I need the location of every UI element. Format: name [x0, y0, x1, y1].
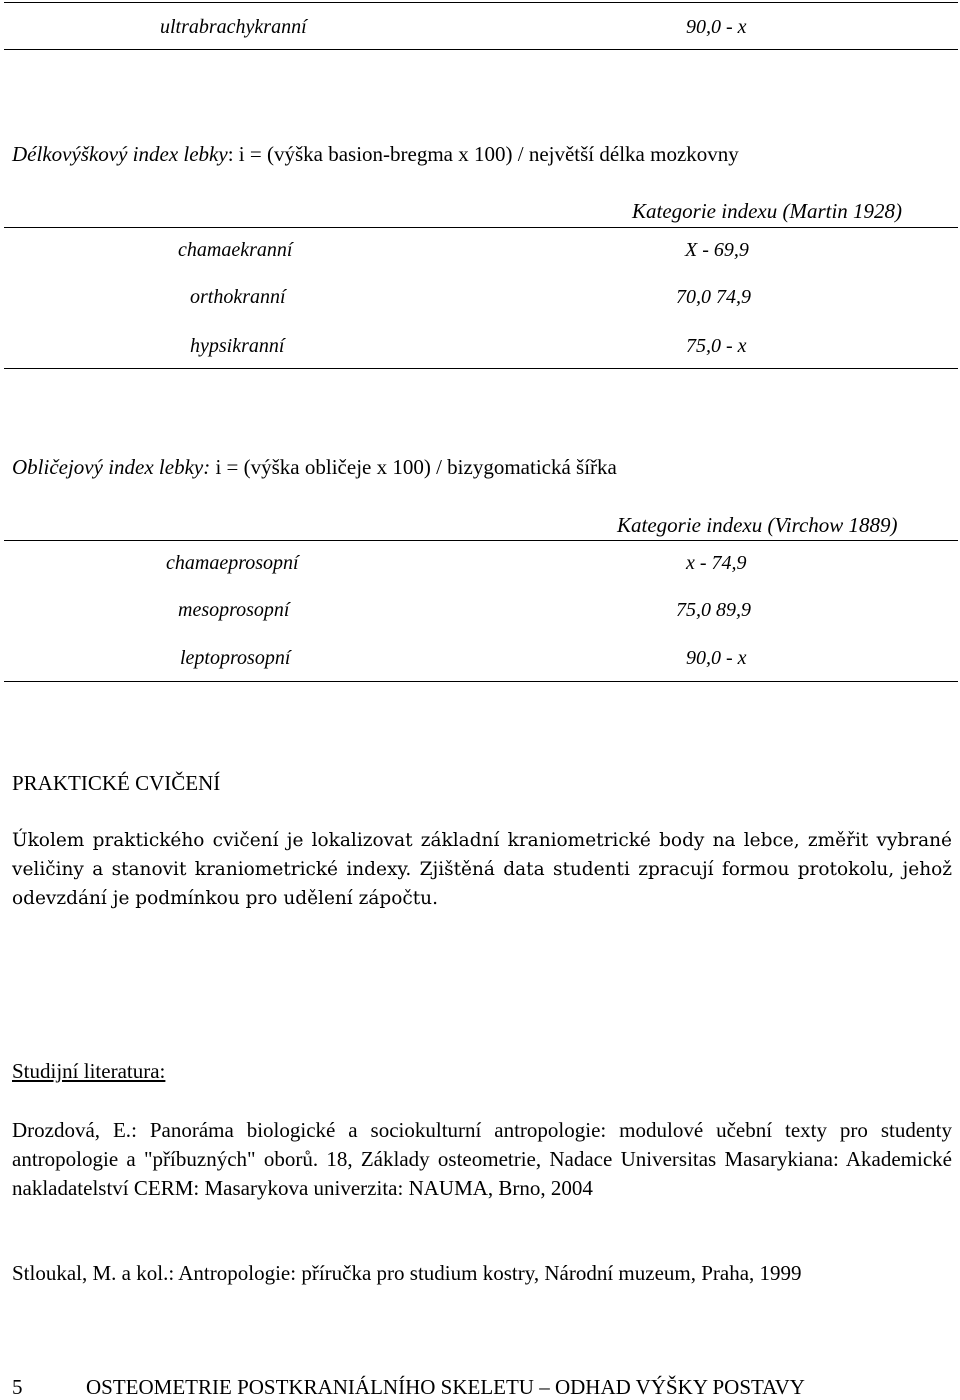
ultrabrachykranial-name: ultrabrachykranní [160, 16, 307, 38]
literature-item [12, 1259, 952, 1288]
face-table-bottom-rule [4, 681, 958, 682]
ultrabrachykranial-range: 90,0 - x [686, 16, 747, 38]
footer-title: OSTEOMETRIE POSTKRANIÁLNÍHO SKELETU – ODHAD VÝŠKY POSTAVY [86, 1375, 805, 1399]
literature-author: Stloukal, M. a kol. [12, 1261, 169, 1285]
height-index-heading [12, 142, 739, 167]
face-row-range: x - 74,9 [686, 552, 747, 574]
height-table-bottom-rule [4, 368, 958, 369]
face-row-range: 90,0 - x [686, 647, 747, 669]
height-index-name: Délkovýškový index lebky [12, 142, 228, 166]
literature-author: Drozdová, E. [12, 1118, 132, 1142]
height-row-name: orthokranní [190, 286, 286, 308]
height-index-formula: : i = (výška basion-bregma x 100) / největší délka mozkovny [227, 142, 739, 166]
page-number: 5 [12, 1375, 23, 1399]
table-bottom-rule [4, 49, 958, 50]
table-top-rule [4, 2, 958, 3]
literature-heading: Studijní literatura: [12, 1059, 166, 1083]
height-row-range: 75,0 - x [686, 335, 747, 357]
height-index-category-label: Kategorie indexu (Martin 1928) [632, 199, 903, 223]
literature-text: : Antropologie: příručka pro studium kostry, Národní muzeum, Praha, 1999 [168, 1261, 802, 1285]
face-table-rule [4, 540, 958, 541]
face-index-category-label: Kategorie indexu (Virchow 1889) [617, 513, 898, 537]
literature-item [12, 1116, 952, 1203]
height-table-rule [4, 227, 958, 228]
literature-text: : Panoráma biologické a sociokulturní antropologie: modulové učební texty pro studenty antropologie a "příbuzných" oborů. 18, Základy osteometrie, Nadace Universitas Masarykiana: Akademické nakladatelství CERM: Masarykova univerzita: NAUMA, Brno, 2004 [12, 1118, 952, 1200]
practical-heading: PRAKTICKÉ CVIČENÍ [12, 771, 221, 795]
face-index-name: Obličejový index lebky: [12, 455, 211, 479]
face-row-name: chamaeprosopní [166, 552, 299, 574]
height-row-name: chamaekranní [178, 239, 293, 261]
height-row-range: 70,0 74,9 [676, 286, 751, 308]
practical-text: Úkolem praktického cvičení je lokalizovat základní kraniometrické body na lebce, změřit vybrané veličiny a stanovit kraniometrické indexy. Zjištěná data studenti zpracují formou protokolu, jehož odevzdání je podmínkou pro udělení zápočtu. [12, 830, 952, 909]
face-row-name: leptoprosopní [180, 647, 291, 669]
face-row-range: 75,0 89,9 [676, 599, 751, 621]
face-index-heading [12, 455, 617, 480]
face-index-formula: i = (výška obličeje x 100) / bizygomatická šířka [210, 455, 617, 479]
face-row-name: mesoprosopní [178, 599, 290, 621]
height-row-range: X - 69,9 [685, 239, 749, 261]
height-row-name: hypsikranní [190, 335, 285, 357]
